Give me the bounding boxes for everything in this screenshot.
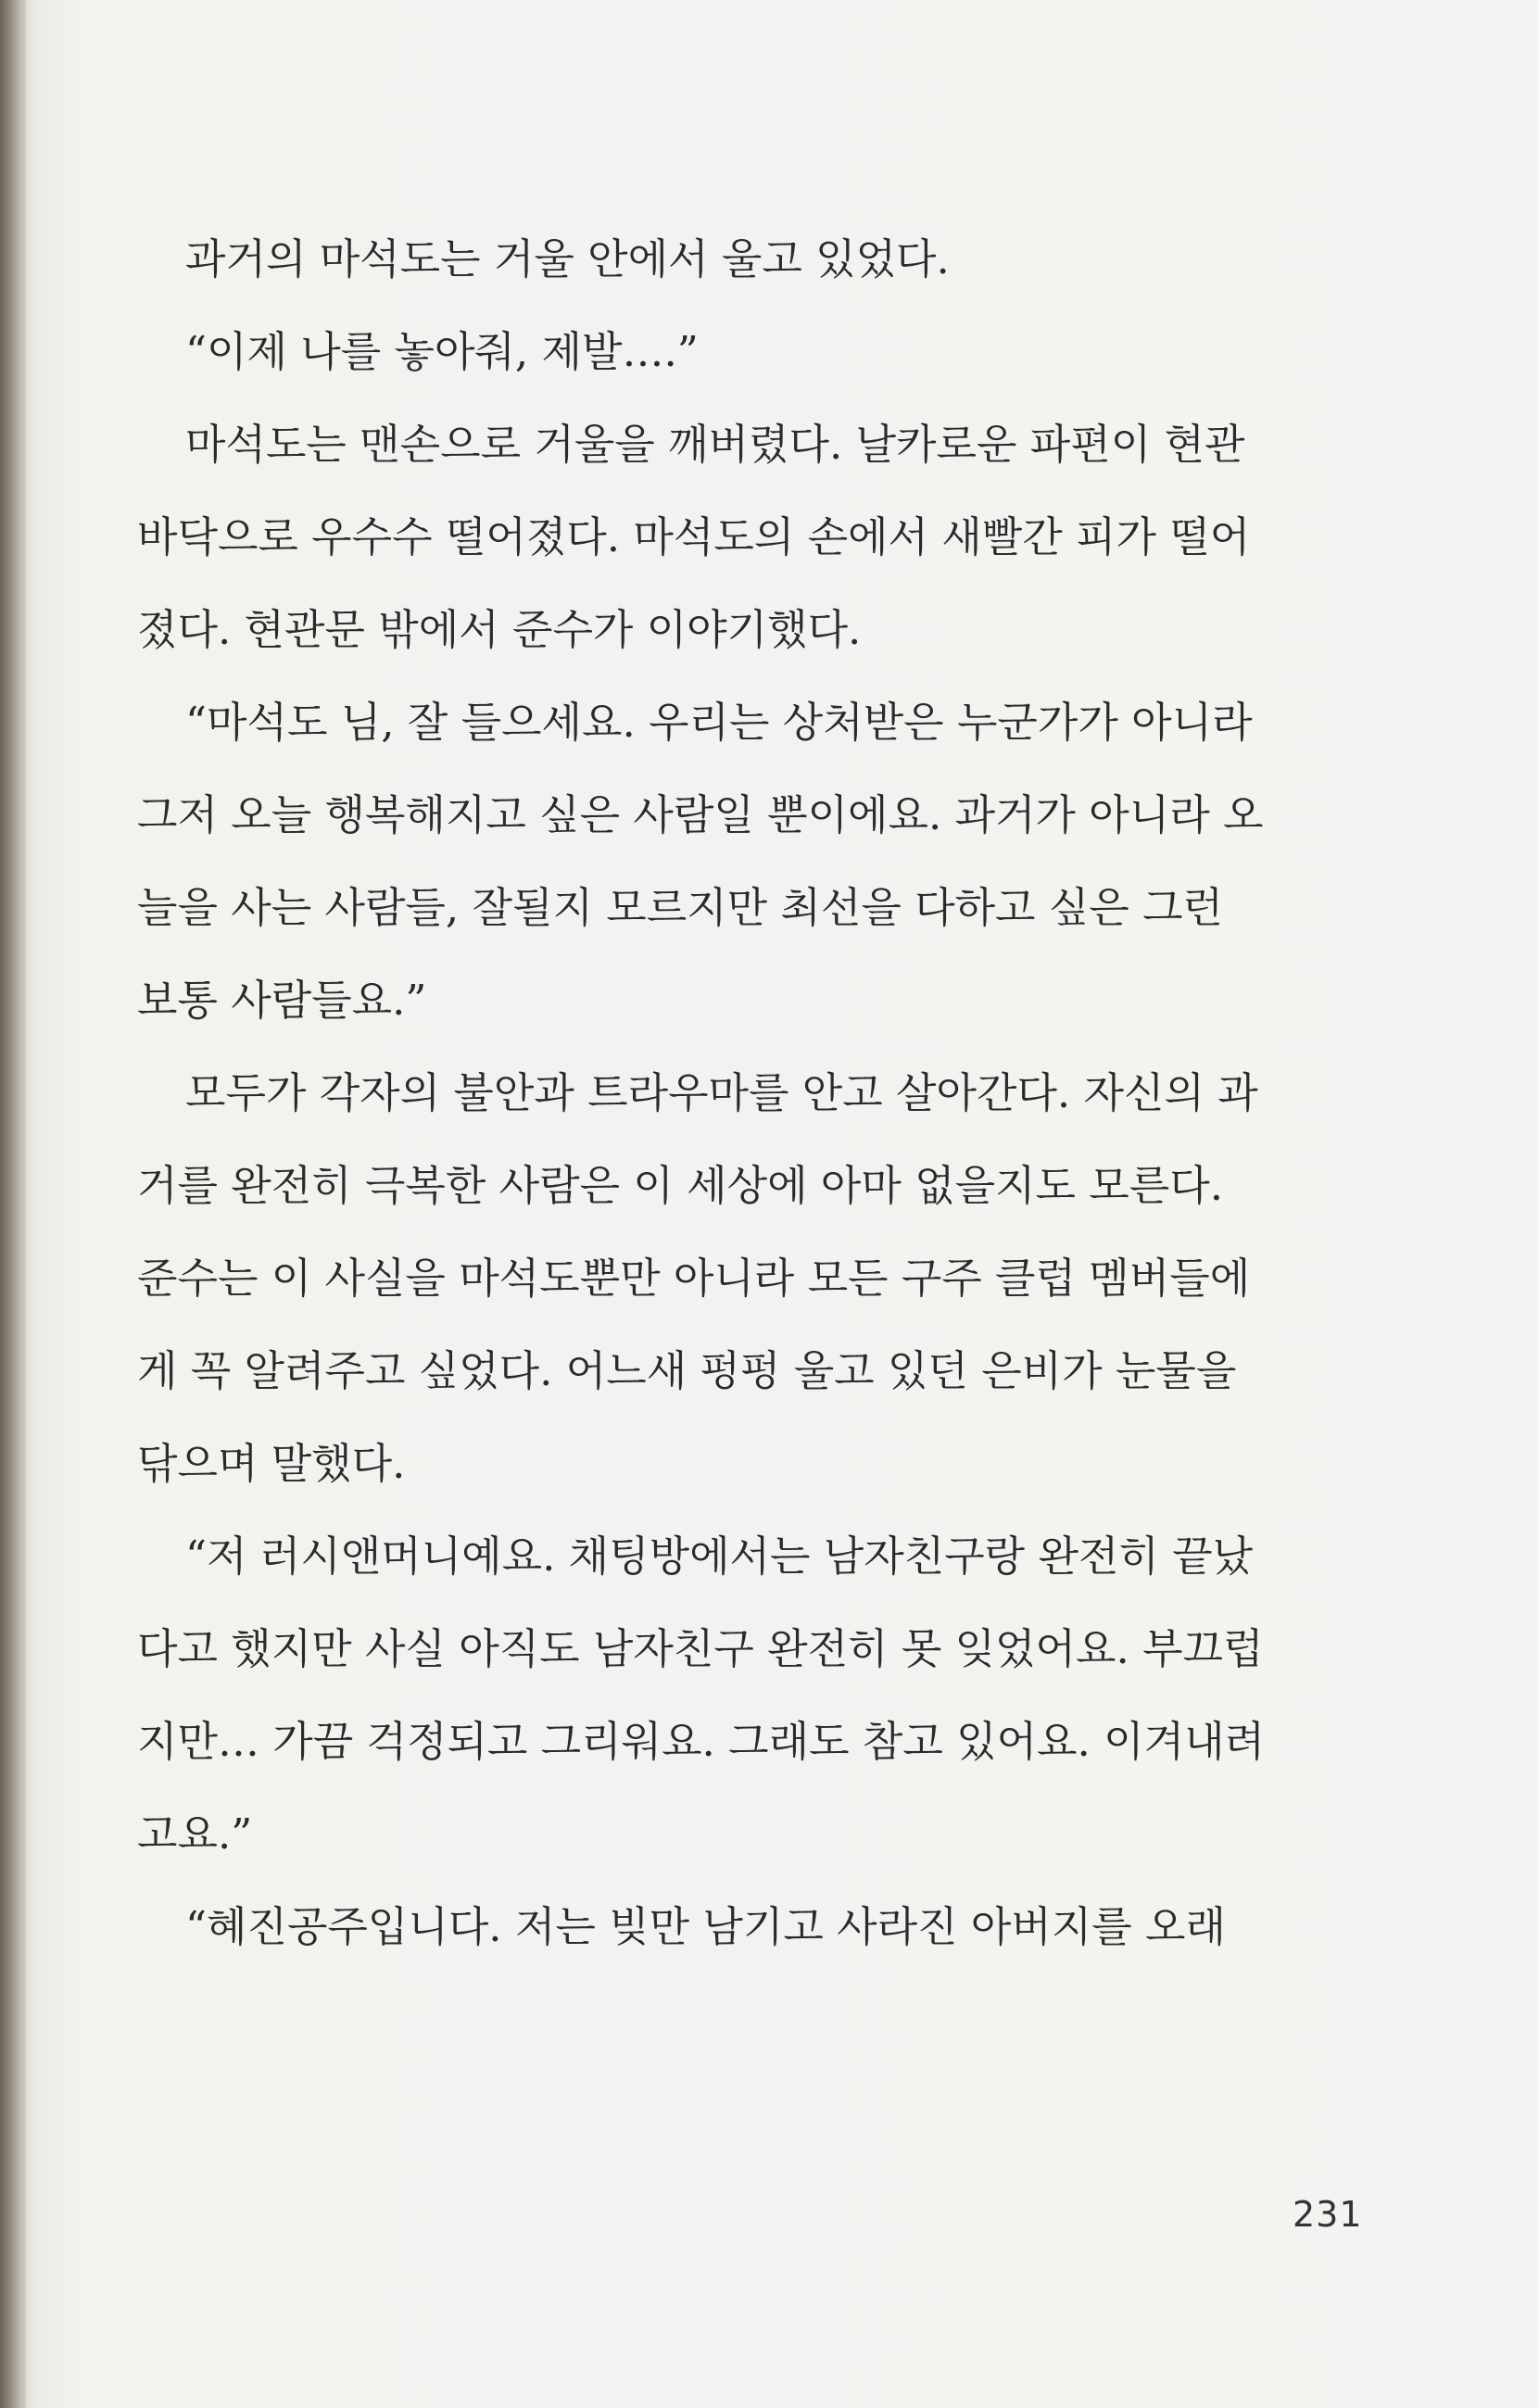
- page-number: 231: [1293, 2194, 1363, 2235]
- paragraph-line: 준수는 이 사실을 마석도뿐만 아니라 모든 구주 클럽 멤버들에: [137, 1254, 1251, 1303]
- paragraph-line: 지만… 가끔 걱정되고 그리워요. 그래도 참고 있어요. 이겨내려: [137, 1717, 1266, 1766]
- paragraph-line: 고요.”: [137, 1809, 253, 1859]
- paragraph-line: “저 러시앤머니예요. 채팅방에서는 남자친구랑 완전히 끝났: [185, 1532, 1254, 1581]
- paragraph-line: 거를 완전히 극복한 사람은 이 세상에 아마 없을지도 모른다.: [137, 1161, 1224, 1210]
- paragraph-line: 모두가 각자의 불안과 트라우마를 안고 살아간다. 자신의 과: [185, 1068, 1258, 1117]
- paragraph-line: 마석도는 맨손으로 거울을 깨버렸다. 날카로운 파편이 현관: [185, 420, 1245, 469]
- paragraph-line: 그저 오늘 행복해지고 싶은 사람일 뿐이에요. 과거가 아니라 오: [137, 790, 1264, 839]
- paragraph-line: 바닥으로 우수수 떨어졌다. 마석도의 손에서 새빨간 피가 떨어: [137, 512, 1251, 561]
- paragraph-line: 게 꼭 알려주고 싶었다. 어느새 펑펑 울고 있던 은비가 눈물을: [137, 1346, 1237, 1395]
- paragraph-line: 보통 사람들요.”: [137, 976, 427, 1025]
- paragraph-line: 늘을 사는 사람들, 잘될지 모르지만 최선을 다하고 싶은 그런: [137, 883, 1224, 932]
- paragraph-line: “마석도 님, 잘 들으세요. 우리는 상처받은 누군가가 아니라: [185, 698, 1253, 747]
- paragraph-line: “혜진공주입니다. 저는 빚만 남기고 사라진 아버지를 오래: [185, 1902, 1226, 1951]
- paragraph-line: 과거의 마석도는 거울 안에서 울고 있었다.: [185, 234, 950, 284]
- paragraph-line: “이제 나를 놓아줘, 제발….”: [185, 327, 699, 376]
- body-text: [137, 213, 1332, 1973]
- paragraph-line: 졌다. 현관문 밖에서 준수가 이야기했다.: [137, 605, 862, 654]
- paragraph-line: 닦으며 말했다.: [137, 1439, 406, 1488]
- paragraph-line: 다고 했지만 사실 아직도 남자친구 완전히 못 잊었어요. 부끄럽: [137, 1624, 1264, 1673]
- page-binding-shadow: [0, 0, 26, 2408]
